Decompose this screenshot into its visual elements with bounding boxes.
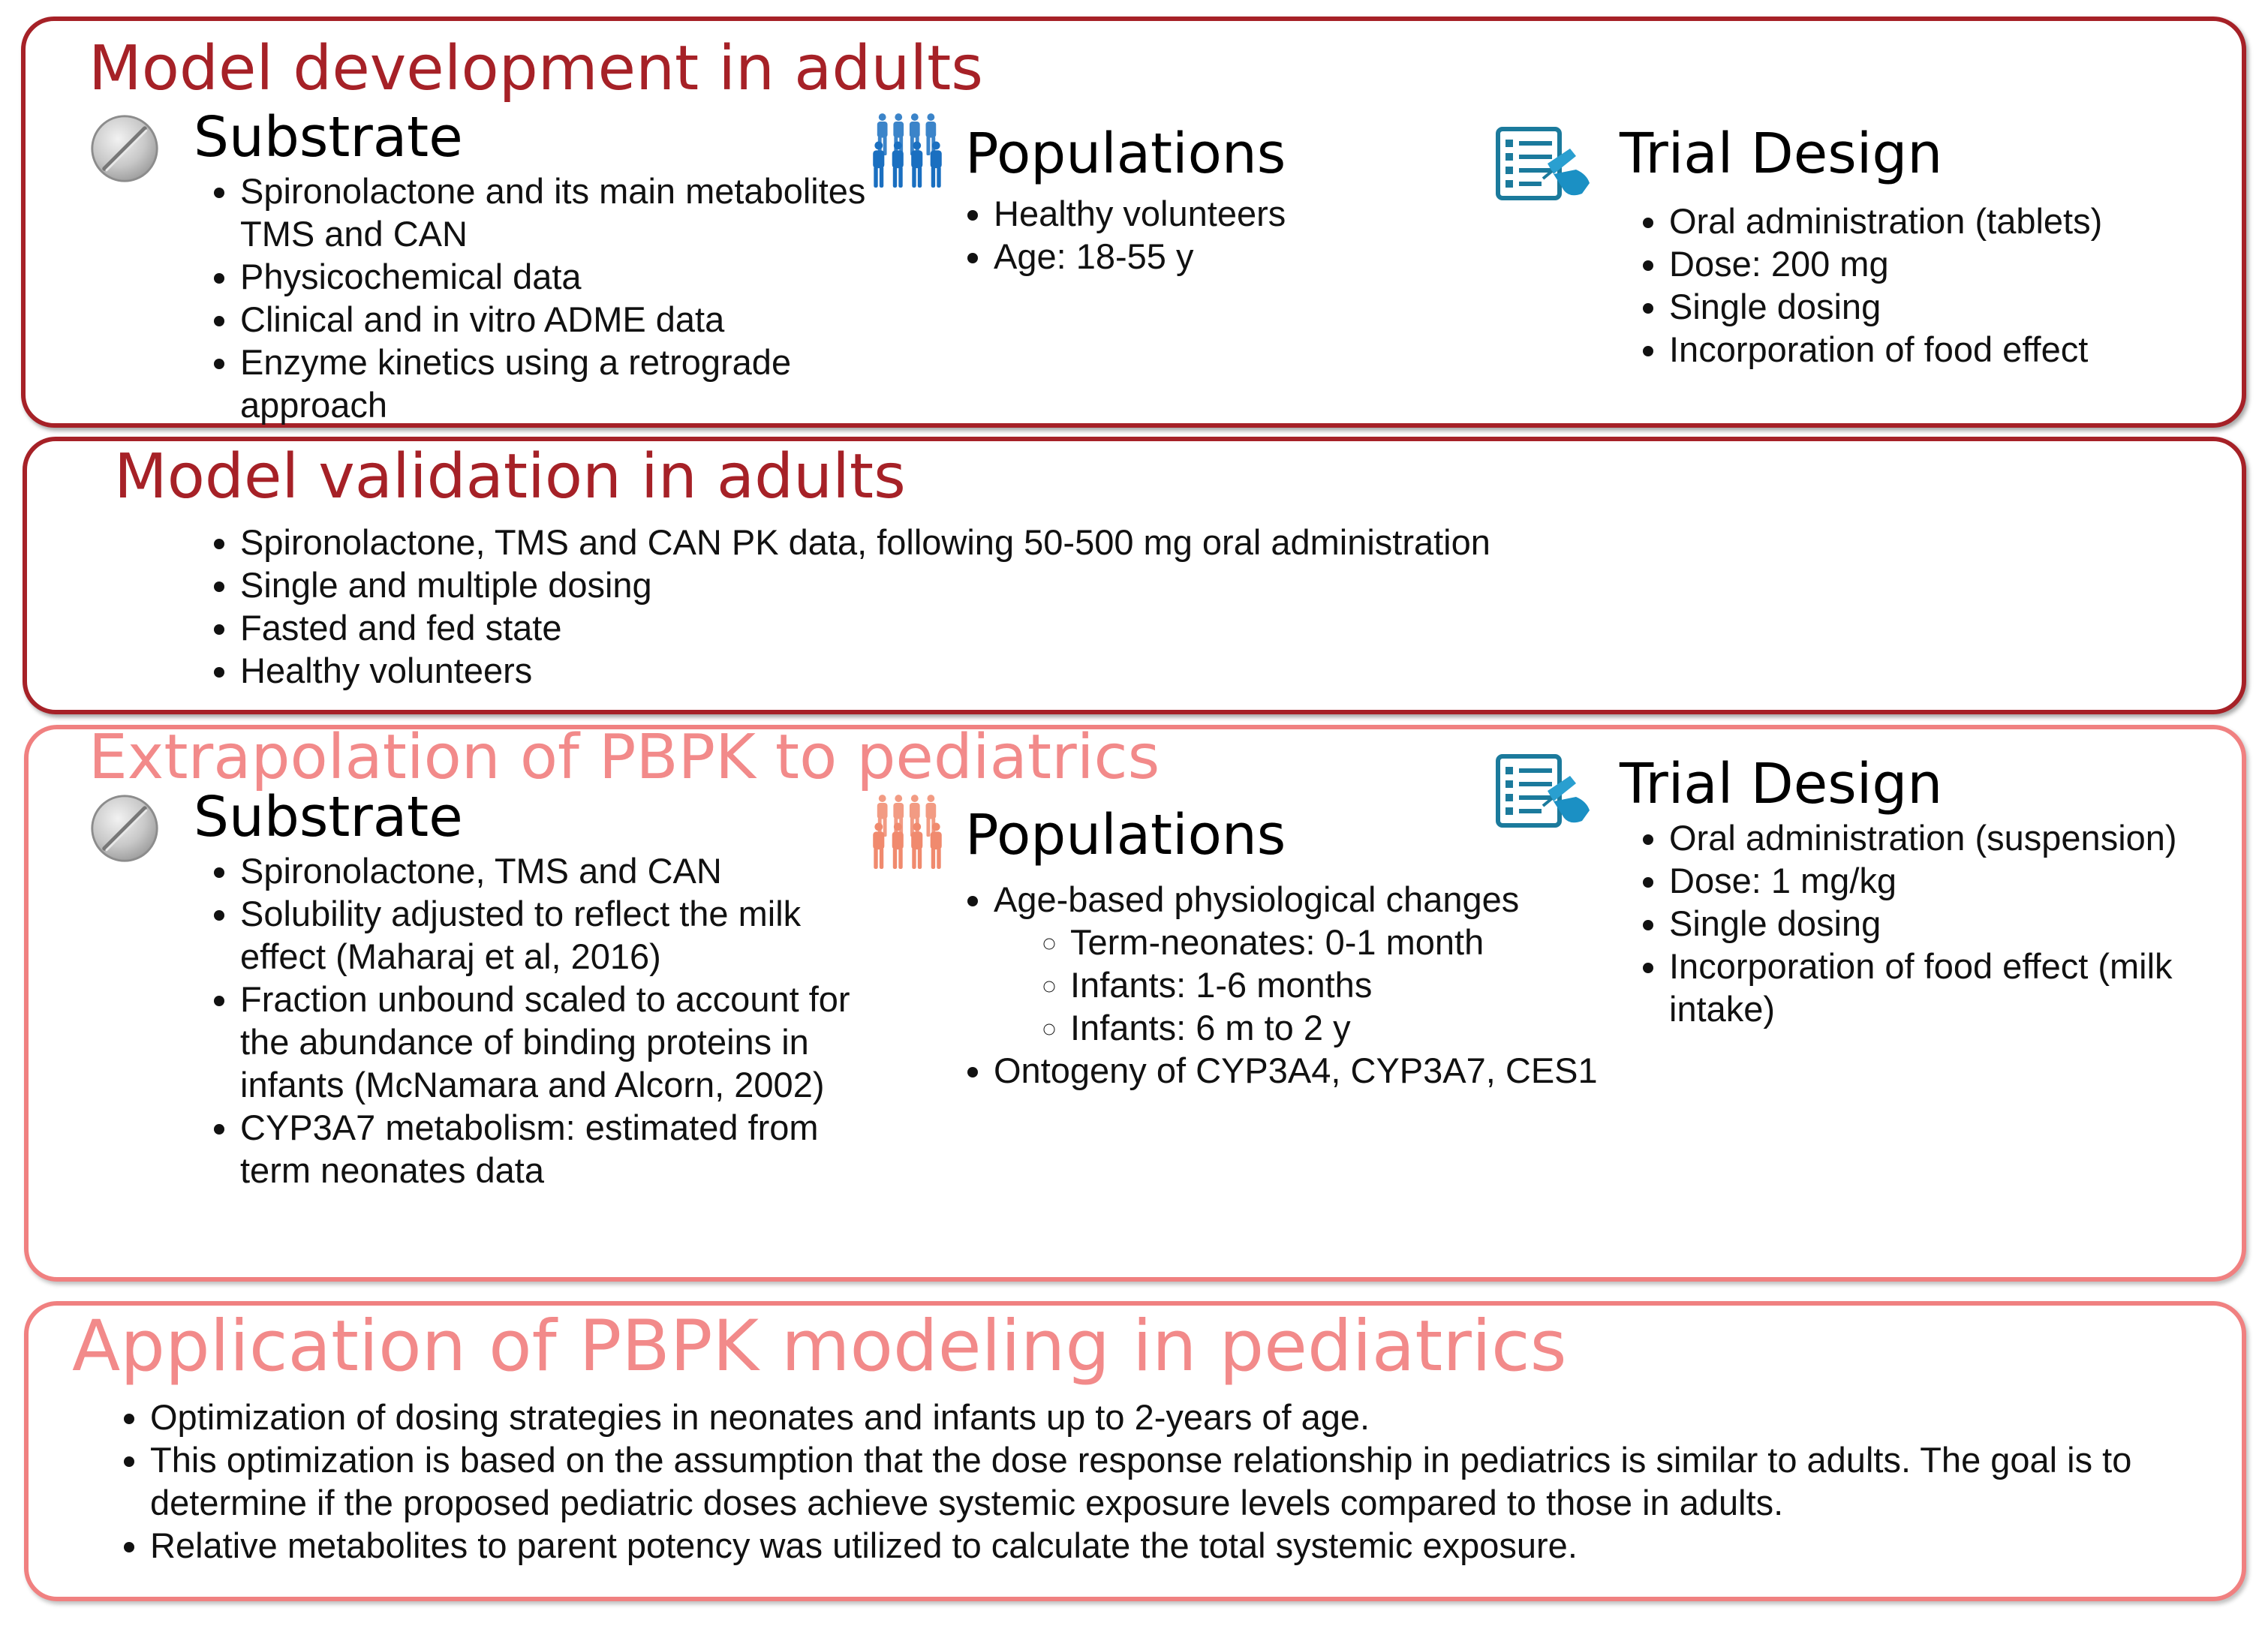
pill-icon	[89, 792, 161, 864]
ext-populations-list	[950, 878, 1669, 1092]
list-item: • Oral administration (suspension)	[1669, 816, 2268, 859]
list-item: • Enzyme kinetics using a retrograde approach	[240, 341, 901, 426]
list-item: ◦ Infants: 1-6 months	[1070, 963, 1669, 1006]
dev-trial-heading: Trial Design	[1620, 122, 1943, 186]
ext-trial-heading: Trial Design	[1620, 752, 1943, 816]
validation-list	[197, 521, 2191, 692]
list-item: • Incorporation of food effect (milk intake)	[1669, 945, 2268, 1030]
list-item: ◦ Term-neonates: 0-1 month	[1070, 921, 1669, 963]
ext-substrate-heading: Substrate	[194, 785, 463, 849]
model-validation-title: Model validation in adults	[114, 441, 906, 512]
list-item: • This optimization is based on the assumption that the dose response relationship in pediatrics is similar to adults. The goal is to determine if the proposed pediatric doses achieve systemic exposure levels compared to those in adults.	[150, 1438, 2251, 1524]
list-item: • Age: 18-55 y	[994, 235, 1519, 278]
age-group-sublist	[994, 921, 1669, 1049]
list-item: • Spironolactone, TMS and CAN PK data, following 50-500 mg oral administration	[240, 521, 2191, 564]
model-development-title: Model development in adults	[89, 33, 984, 104]
list-item: • Single dosing	[1669, 285, 2268, 328]
dev-substrate-list	[197, 170, 901, 426]
people-group-icon	[871, 794, 944, 882]
list-item: • Healthy volunteers	[240, 649, 2191, 692]
pill-icon	[89, 113, 161, 185]
extrapolation-title: Extrapolation of PBPK to pediatrics	[89, 722, 1160, 793]
list-item: • Clinical and in vitro ADME data	[240, 298, 901, 341]
list-item: • Fasted and fed state	[240, 606, 2191, 649]
list-item: • Optimization of dosing strategies in neonates and infants up to 2-years of age.	[150, 1396, 2251, 1438]
list-item: • Dose: 1 mg/kg	[1669, 859, 2268, 902]
list-item: • Solubility adjusted to reflect the milk effect (Maharaj et al, 2016)	[240, 892, 856, 978]
checklist-clipboard-icon	[1495, 753, 1593, 828]
list-item: • CYP3A7 metabolism: estimated from term neonates data	[240, 1106, 856, 1192]
ext-trial-list	[1626, 816, 2268, 1030]
checklist-clipboard-icon	[1495, 126, 1593, 201]
dev-trial-list	[1626, 200, 2268, 371]
list-item: • Spironolactone and its main metabolites TMS and CAN	[240, 170, 901, 255]
dev-substrate-heading: Substrate	[194, 105, 463, 170]
list-item: • Ontogeny of CYP3A4, CYP3A7, CES1	[994, 1049, 1669, 1092]
list-item: • Healthy volunteers	[994, 192, 1519, 235]
list-item: • Physicochemical data	[240, 255, 901, 298]
list-item: • Single dosing	[1669, 902, 2268, 945]
list-item: • Dose: 200 mg	[1669, 242, 2268, 285]
ext-substrate-list	[197, 849, 856, 1192]
list-item: • Single and multiple dosing	[240, 564, 2191, 606]
list-item: • Fraction unbound scaled to account for the abundance of binding proteins in infants (McNamara and Alcorn, 2002)	[240, 978, 856, 1106]
list-item: • Oral administration (tablets)	[1669, 200, 2268, 242]
dev-populations-heading: Populations	[965, 122, 1286, 186]
list-item: • Spironolactone, TMS and CAN	[240, 849, 856, 892]
application-list	[107, 1396, 2251, 1567]
list-item-label: Age-based physiological changes	[994, 879, 1520, 919]
people-group-icon	[871, 113, 944, 201]
list-item: ◦ Infants: 6 m to 2 y	[1070, 1006, 1669, 1049]
application-title: Application of PBPK modeling in pediatrics	[72, 1306, 1567, 1387]
list-item: • Incorporation of food effect	[1669, 328, 2268, 371]
ext-populations-heading: Populations	[965, 803, 1286, 867]
list-item	[994, 878, 1669, 1049]
list-item: • Relative metabolites to parent potency was utilized to calculate the total systemic exposure.	[150, 1524, 2251, 1567]
dev-populations-list	[950, 192, 1519, 278]
